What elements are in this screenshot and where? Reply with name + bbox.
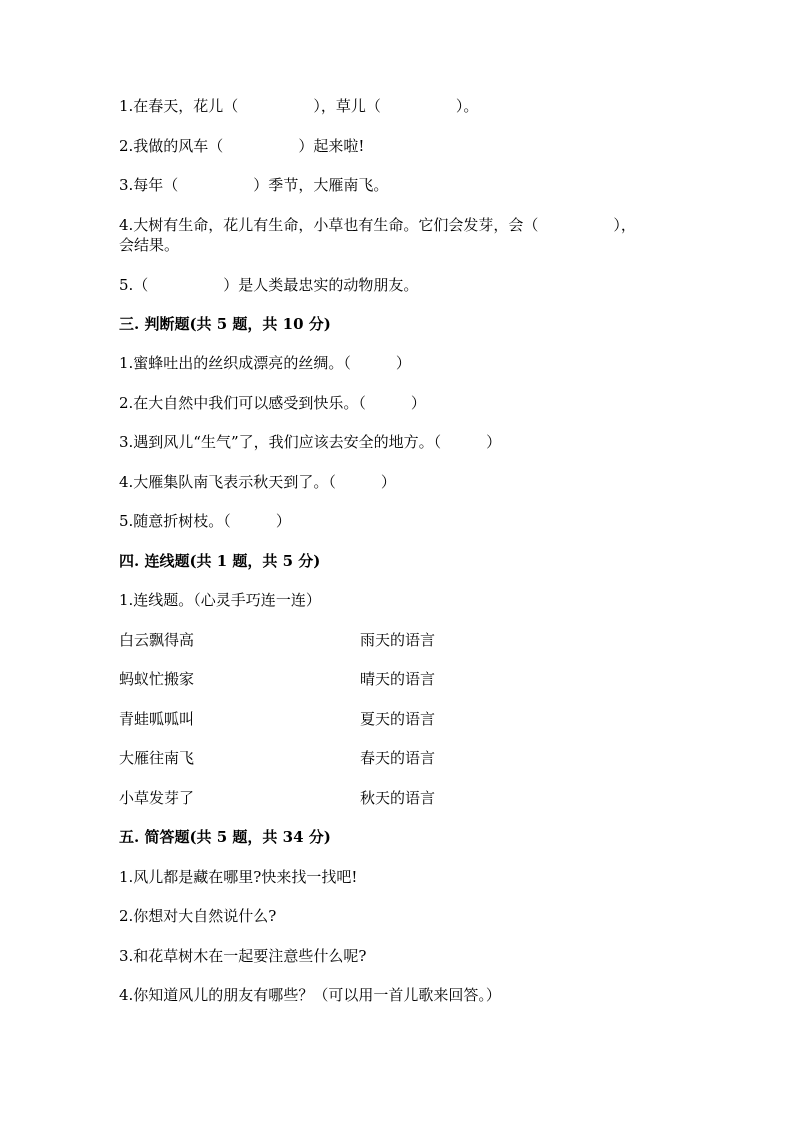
- section-4-title: 四. 连线题(共 1 题，共 5 分): [119, 552, 321, 570]
- judge-item-3: 3.遇到风儿“生气”了，我们应该去安全的地方。（ ）: [119, 433, 502, 451]
- match-right-item: 雨天的语言: [360, 631, 436, 649]
- match-left-item: 大雁往南飞: [119, 749, 195, 767]
- match-left-item: 蚂蚁忙搬家: [119, 670, 195, 688]
- section-3-title: 三. 判断题(共 5 题，共 10 分): [119, 315, 331, 333]
- short-answer-item-2: 2.你想对大自然说什么?: [119, 907, 277, 925]
- short-answer-item-4: 4.你知道风儿的朋友有哪些？（可以用一首儿歌来回答。）: [119, 986, 501, 1004]
- judge-item-4: 4.大雁集队南飞表示秋天到了。（ ）: [119, 473, 396, 491]
- fill-in-item-2: 2.我做的风车（ ）起来啦!: [119, 137, 365, 155]
- judge-item-2: 2.在大自然中我们可以感受到快乐。（ ）: [119, 394, 426, 412]
- match-left-item: 青蛙呱呱叫: [119, 710, 195, 728]
- fill-in-item-5: 5.（ ）是人类最忠实的动物朋友。: [119, 276, 419, 294]
- fill-in-item-4-cont: 会结果。: [119, 236, 180, 254]
- match-right-item: 春天的语言: [360, 749, 436, 767]
- fill-in-item-4: 4.大树有生命，花儿有生命，小草也有生命。它们会发芽，会（ ），: [119, 216, 636, 234]
- match-right-item: 夏天的语言: [360, 710, 436, 728]
- judge-item-5: 5.随意折树枝。（ ）: [119, 512, 291, 530]
- fill-in-item-1: 1.在春天，花儿（ ），草儿（ ）。: [119, 97, 479, 115]
- short-answer-item-3: 3.和花草树木在一起要注意些什么呢?: [119, 947, 367, 965]
- section-5-title: 五. 简答题(共 5 题，共 34 分): [119, 828, 331, 846]
- matching-prompt: 1.连线题。（心灵手巧连一连）: [119, 591, 321, 609]
- match-left-item: 小草发芽了: [119, 789, 195, 807]
- match-right-item: 晴天的语言: [360, 670, 436, 688]
- match-right-item: 秋天的语言: [360, 789, 436, 807]
- fill-in-item-3: 3.每年（ ）季节，大雁南飞。: [119, 176, 389, 194]
- match-left-item: 白云飘得高: [119, 631, 195, 649]
- short-answer-item-1: 1.风儿都是藏在哪里?快来找一找吧!: [119, 868, 358, 886]
- judge-item-1: 1.蜜蜂吐出的丝织成漂亮的丝绸。（ ）: [119, 354, 411, 372]
